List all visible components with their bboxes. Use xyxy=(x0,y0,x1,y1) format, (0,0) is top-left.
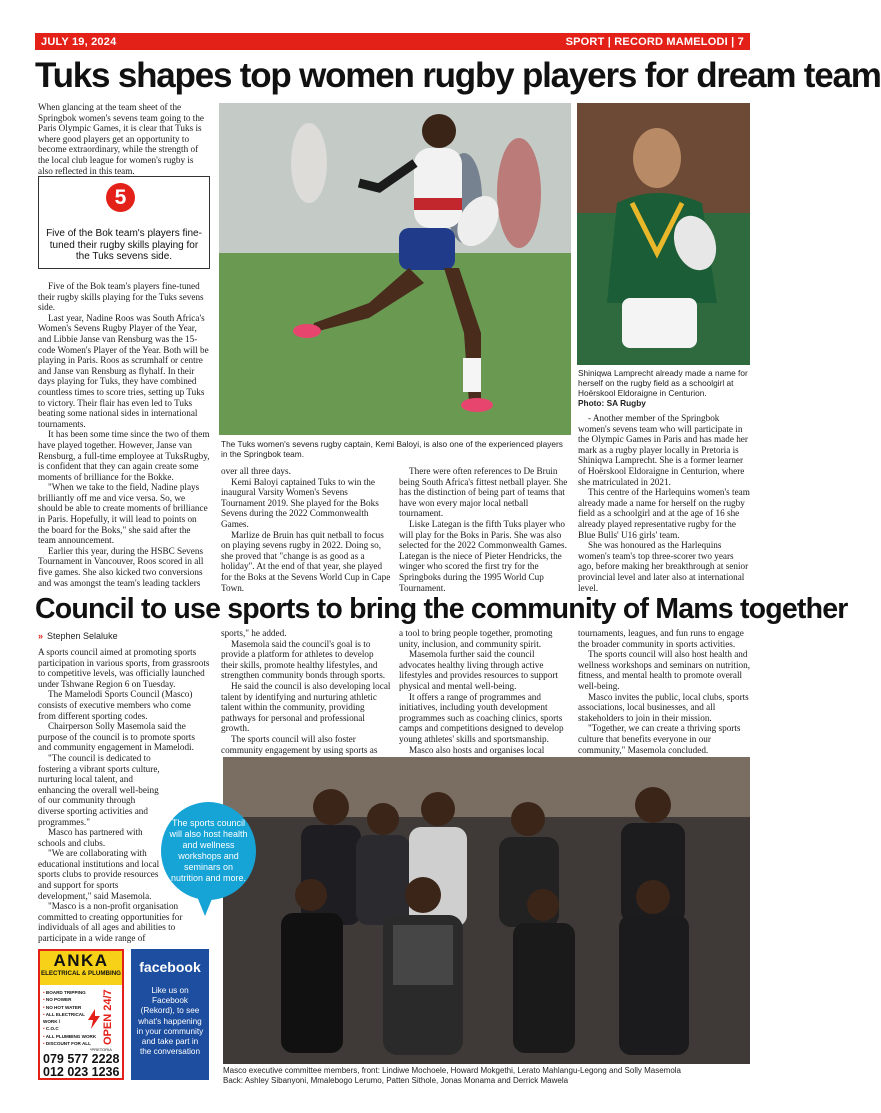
section-label: SPORT | RECORD MAMELODI | 7 xyxy=(565,35,744,48)
list-item: • NO HOT WATER xyxy=(43,1004,98,1011)
rugby-player-illustration xyxy=(219,103,571,435)
photo-credit: Photo: SA Rugby xyxy=(578,398,646,408)
article2-headline: Council to use sports to bring the community of Mams together xyxy=(35,593,848,625)
anka-open-hours: OPEN 24/7 xyxy=(102,989,114,1045)
list-item: • BOARD TRIPPING xyxy=(43,989,98,996)
byline-arrows-icon: » xyxy=(38,631,44,641)
paragraph: Masco also hosts and organises local xyxy=(409,744,545,755)
paragraph: Masco invites the public, local clubs, sports associations, local businesses, and all stakeholders to join in their mission. xyxy=(578,691,749,723)
paragraph: The sports council will also host health and wellness workshops and seminars on nutrition, fitness, and mental health to promote overall well-being. xyxy=(578,649,750,691)
paragraph: Last year, Nadine Roos was South Africa's Women's Sevens Rugby Player of the Year, and Libbie Janse van Rensburg was the 15-code Women's Player of the Year. Both will be playing in Paris. Roos as scrumhalf or centre and Janse van Rensburg as flyhalf. In their days playing for Tuks, they have combined countless times to score tries, setting up Tuks to victory. Their flair has even led to Tuks beating some national sides in international tournaments. xyxy=(38,312,209,429)
paragraph: The sports council will also foster community engagement by using sports as xyxy=(221,733,378,755)
paragraph: There were often references to De Bruin being South Africa's fittest netball player. She has the distinction of being part of teams that have won every major local netball tournament. xyxy=(399,466,568,519)
side-photo-caption: Shiniqwa Lamprecht already made a name for herself on the rugby field as a schoolgirl at Hoërskool Eldoraigne in Centurion. Photo: SA Rugby xyxy=(578,368,748,408)
lamprecht-photo xyxy=(577,103,750,365)
paragraph: over all three days. xyxy=(221,466,291,476)
paragraph: Earlier this year, during the HSBC Sevens Tournament in Vancouver, Roos scored in all five games. She also kicked two conversions and was amongst the team's leading tacklers xyxy=(38,545,204,588)
list-item: • ALL ELECTRICAL WORK / xyxy=(43,1011,98,1026)
article2-column-1 xyxy=(38,647,210,944)
factbox-text: Five of the Bok team's players fine-tuned their rugby skills playing for the Tuks sevens side. xyxy=(46,228,202,262)
list-item: • DISCOUNT FOR ALL xyxy=(43,1040,98,1047)
article1-intro: When glancing at the team sheet of the Springbok women's sevens team going to the Paris Olympic Games, it is clear that Tuks is where good players get an opportunity to become extraordinary, while the strength of the local club league for women's rugby is also reflected in this team. xyxy=(38,102,204,176)
article1-column-2 xyxy=(221,466,391,593)
pullquote-tail xyxy=(196,894,214,916)
rugby-player-photo xyxy=(219,103,571,435)
paragraph: She was honoured as the Harlequins women's team's top three-scorer two years ago, before making her breakthrough at senior provincial level and later also at international level. xyxy=(578,540,749,593)
group-photo-illustration xyxy=(223,757,750,1064)
anka-subtitle: ELECTRICAL & PLUMBING xyxy=(41,970,121,977)
paragraph: Marlize de Bruin has quit netball to focus on playing sevens rugby in 2022. Doing so, she proved that "change is as good as a holiday". At the end of that year, she played for the Boks at the Sevens World Cup in Cape Town. xyxy=(221,529,391,593)
paragraph: Chairperson Solly Masemola said the purpose of the council is to promote sports and community engagement in Mamelodi. xyxy=(38,721,195,753)
paragraph: - Another member of the Springbok women's sevens team who will participate in the Olympic Games in Paris and has made her mark as a rugby player locally in Pretoria is Shiniqwa Lamprecht. She is a former learner of Hoërskool Eldoraigne in Centurion, where she matriculated in 2021. xyxy=(578,413,748,487)
paragraph: This centre of the Harlequins women's team already made a name for herself on the rugby field as a schoolgirl and at the age of 16 she already played representative rugby for the Blue Bulls' U16 girls' team. xyxy=(578,487,750,540)
masco-group-photo xyxy=(223,757,750,1064)
paragraph: It offers a range of programmes and initiatives, including youth development programmes such as coaching clinics, sports camps and competitions designed to develop young athletes' skills and sportsmanship. xyxy=(399,691,564,744)
paragraph: It has been some time since the two of them have played together. However, Janse van Rensburg, a full-time employee at TuksRugby, is confident that they can again create some moments of brilliance for the Bokke. xyxy=(38,429,210,482)
paragraph: Kemi Baloyi captained Tuks to win the inaugural Varsity Women's Sevens Tournament 2019. She played for the Boks Sevens during the 2022 Commonwealth Games. xyxy=(221,476,379,529)
paragraph: "Together, we can create a thriving sports culture that benefits everyone in our community," Masemola concluded. xyxy=(578,723,741,755)
paragraph: "The council is dedicated to fostering a vibrant sports culture, nurturing local talent, and enhancing the overall well-being of our community through diverse sporting activities and programmes." xyxy=(38,752,160,827)
paragraph: "We are collaborating with educational institutions and local sports clubs to provide resources and support for sports development," said Masemola. xyxy=(38,848,160,901)
facebook-advert[interactable] xyxy=(131,949,209,1080)
article2-column-3 xyxy=(399,628,569,755)
lightning-bolt-icon xyxy=(88,1009,100,1029)
top-bar xyxy=(35,33,750,50)
issue-date: JULY 19, 2024 xyxy=(41,35,117,48)
paragraph: Masemola further said the council advocates healthy living through active lifestyles and provides resources to support physical and mental well-being. xyxy=(399,649,558,691)
paragraph: He said the council is also developing local talent by identifying and nurturing athletic talent within the community, providing pathways for personal and professional growth. xyxy=(221,680,391,734)
facebook-logo-text: facebook xyxy=(139,959,201,975)
facebook-ad-text: Like us on Facebook (Rekord), to see what's happening in your community and take part in the conversation xyxy=(136,986,204,1057)
paragraph: Five of the Bok team's players fine-tuned their rugby skills playing for the Tuks sevens side. xyxy=(38,281,204,313)
paragraph: a tool to bring people together, promoting unity, inclusion, and community spirit. xyxy=(399,628,553,649)
list-item: • C.O.C xyxy=(43,1025,98,1032)
anka-phone-1[interactable]: 079 577 2228 xyxy=(43,1052,120,1066)
list-item: • NO POWER xyxy=(43,996,98,1003)
anka-brand: ANKA xyxy=(53,951,109,970)
article2-column-2 xyxy=(221,628,391,755)
paragraph: "When we take to the field, Nadine plays brilliantly off me and vice versa. So, we should be able to create moments of brilliance in Paris. Hopefully, it will lead to points on the board for the Boks," she said after the team announcement. xyxy=(38,482,208,546)
anka-phone-2[interactable]: 012 023 1236 xyxy=(43,1065,120,1079)
byline-author: Stephen Selaluke xyxy=(47,631,118,641)
paragraph: tournaments, leagues, and fun runs to engage the broader community in sports activities. xyxy=(578,628,744,649)
paragraph: Masemola said the council's goal is to provide a platform for athletes to develop their skills, promote healthy lifestyles, and strengthen community bonds through sports. xyxy=(221,638,386,681)
paragraph: The Mamelodi Sports Council (Masco) consists of executive members who come from different sporting codes. xyxy=(38,689,193,721)
paragraph: Liske Lategan is the fifth Tuks player who will play for the Boks in Paris. She was also selected for the 2022 Commonwealth Games. Lategan is the niece of Pieter Hendricks, the winger who scored the first try for the Springboks during the 1995 World Cup Tournament. xyxy=(399,518,567,593)
pullquote-bubble: The sports council will also host health and wellness workshops and seminars on nutrition and more. xyxy=(161,802,256,900)
byline xyxy=(38,631,118,641)
paragraph: "Masco is a non-profit organisation committed to creating opportunities for individuals of all ages and abilities to participate in a wide range of xyxy=(38,901,183,944)
group-photo-caption: Masco executive committee members, front: Lindiwe Mochoele, Howard Mokgethi, Lerato Mahlangu-Legong and Solly Masemola Back: Ashley Sibanyoni, Mmalebogo Lerumo, Patten Sithole, Jonas Monama and Derrick Mawela xyxy=(223,1066,682,1085)
anka-advert[interactable] xyxy=(38,949,124,1080)
factbox-number: 5 xyxy=(106,183,135,212)
article1-column-3 xyxy=(399,466,569,593)
paragraph: A sports council aimed at promoting sports participation in various sports, from grassroots to competitive levels, was officially launched under Tshwane Region 6 on Tuesday. xyxy=(38,647,210,689)
article1-column-1 xyxy=(38,281,210,588)
main-photo-caption: The Tuks women's sevens rugby captain, Kemi Baloyi, is also one of the experienced players in the Springbok team. xyxy=(221,439,563,459)
article2-column-4 xyxy=(578,628,750,755)
anka-header xyxy=(40,951,122,985)
article1-headline: Tuks shapes top women rugby players for dream team xyxy=(35,56,881,95)
paragraph: sports," he added. xyxy=(221,628,287,638)
article1-column-4 xyxy=(578,413,750,593)
lamprecht-illustration xyxy=(577,103,750,365)
list-item: • ALL PLUMBING WORK xyxy=(43,1033,98,1040)
anka-area: *PRETORIA xyxy=(90,1047,112,1052)
paragraph: Masco has partnered with schools and clubs. xyxy=(38,827,143,848)
